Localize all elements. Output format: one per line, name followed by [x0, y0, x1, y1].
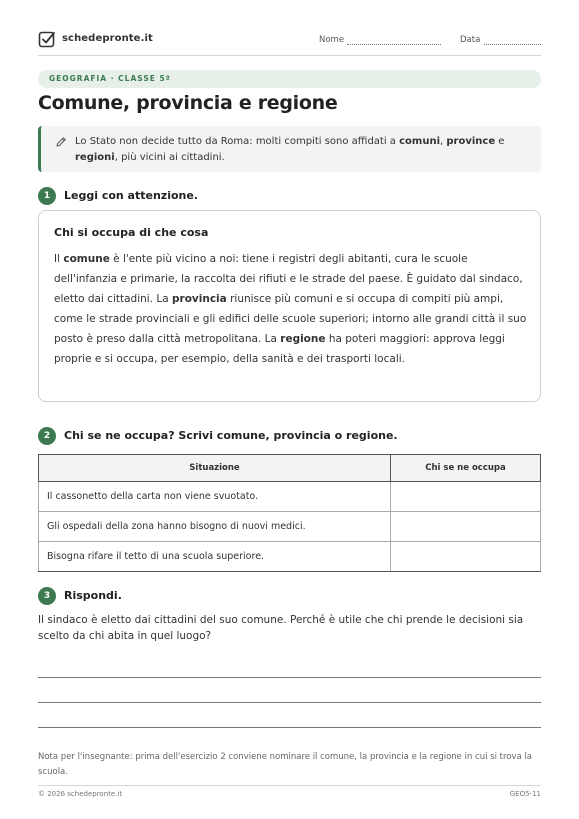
footer-copyright: © 2026 schedepronte.it: [38, 790, 123, 798]
exercise-title: Rispondi.: [64, 589, 122, 602]
situation-cell: Bisogna rifare il tetto di una scuola superiore.: [39, 542, 391, 572]
answer-cell[interactable]: [391, 542, 541, 572]
reading-title: Chi si occupa di che cosa: [54, 226, 209, 239]
situation-cell: Il cassonetto della carta non viene svuotato.: [39, 482, 391, 512]
subject-tag-text: GEOGRAFIA · CLASSE 5ª: [49, 74, 171, 83]
step-number-badge: 1: [38, 187, 56, 205]
answer-line[interactable]: [38, 702, 541, 703]
step-number-badge: 3: [38, 587, 56, 605]
column-header-who: Chi se ne occupa: [391, 455, 541, 482]
answer-cell[interactable]: [391, 512, 541, 542]
date-field[interactable]: [484, 44, 541, 45]
answer-cell[interactable]: [391, 482, 541, 512]
exercise-title: Leggi con attenzione.: [64, 189, 198, 202]
pencil-icon: [55, 136, 67, 148]
table-row: [39, 542, 541, 572]
reading-box: [38, 210, 541, 402]
answer-line[interactable]: [38, 677, 541, 678]
reading-text: Il comune è l'ente più vicino a noi: tiene i registri degli abitanti, cura le scuole dell'infanzia e primarie, la raccolta dei rifiuti e le strade del paese. È guidato dal sindaco, eletto dai cittadini. La provincia riunisce più comuni e si occupa di compiti più ampi, come le strade provinciali e gli edifici delle scuole superiori; intorno alle grandi città il suo posto è preso dalla città metropolitana. La regione ha poteri maggiori: approva leggi proprie e si occupa, per esempio, della sanità e dei trasporti locali.: [54, 253, 527, 365]
question-text: Il sindaco è eletto dai cittadini del suo comune. Perché è utile che chi prende le decisioni sia scelto da chi abita in quel luogo?: [38, 614, 524, 642]
footer-divider: [38, 785, 541, 786]
name-field[interactable]: [347, 44, 441, 45]
footer-code: GEO5-11: [509, 790, 541, 798]
subject-tag: [38, 70, 541, 88]
answer-line[interactable]: [38, 727, 541, 728]
name-label: Nome: [319, 35, 345, 45]
table-row: [39, 482, 541, 512]
step-number-badge: 2: [38, 427, 56, 445]
exercise-title: Chi se ne occupa? Scrivi comune, provincia o regione.: [64, 429, 398, 442]
intro-box: [38, 126, 541, 172]
table-row: [39, 512, 541, 542]
page-header: [38, 30, 541, 56]
page-title: Comune, provincia e regione: [38, 92, 338, 114]
date-label: Data: [460, 35, 481, 45]
column-header-situation: Situazione: [39, 455, 391, 482]
situations-table: [38, 454, 541, 572]
intro-text: Lo Stato non decide tutto da Roma: molti compiti sono affidati a comuni, province e regioni, più vicini ai cittadini.: [75, 136, 505, 163]
teacher-note: Nota per l'insegnante: prima dell'esercizio 2 conviene nominare il comune, la provincia e la regione in cui si trova la scuola.: [38, 752, 533, 777]
situation-cell: Gli ospedali della zona hanno bisogno di nuovi medici.: [39, 512, 391, 542]
checkbox-icon: [38, 30, 56, 48]
brand-name: schedepronte.it: [62, 33, 153, 44]
